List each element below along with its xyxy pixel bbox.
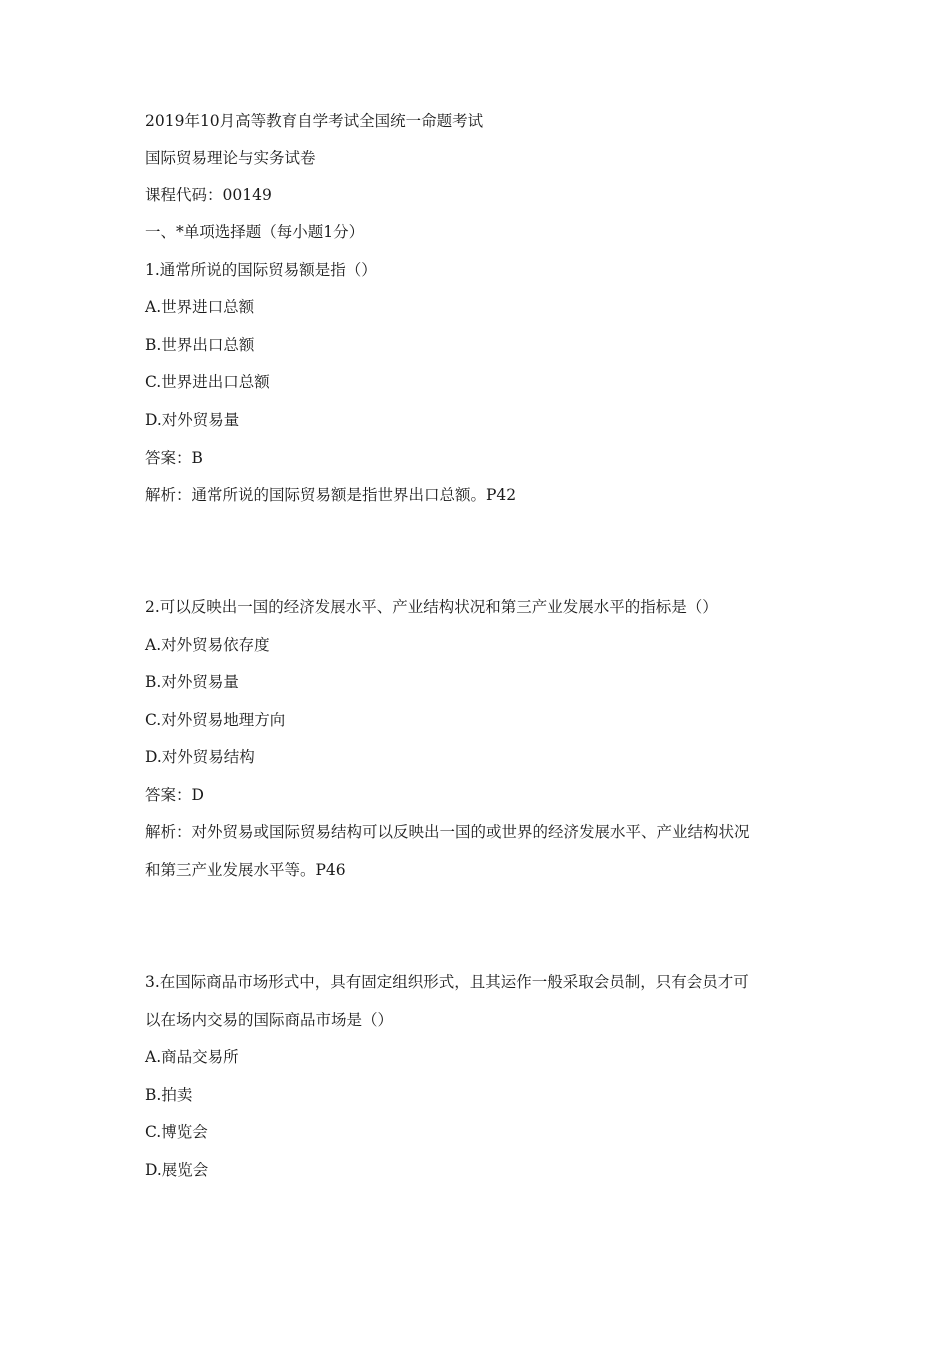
question-3-option-b: B.拍卖 <box>145 1086 193 1104</box>
section-title: 一、*单项选择题（每小题1分） <box>145 223 365 241</box>
question-1-option-a: A.世界进口总额 <box>145 298 255 316</box>
question-2-option-d: D.对外贸易结构 <box>145 748 255 766</box>
question-3-stem-line-1: 3.在国际商品市场形式中，具有固定组织形式，且其运作一般采取会员制，只有会员才可 <box>145 973 749 991</box>
question-3-stem-line-2: 以在场内交易的国际商品市场是（） <box>145 1011 394 1029</box>
question-3-option-a: A.商品交易所 <box>145 1048 239 1066</box>
question-1-answer: 答案：B <box>145 449 203 467</box>
question-1-option-d: D.对外贸易量 <box>145 411 240 429</box>
question-1-option-b: B.世界出口总额 <box>145 336 255 354</box>
question-2-option-b: B.对外贸易量 <box>145 673 239 691</box>
question-2-analysis-line-1: 解析：对外贸易或国际贸易结构可以反映出一国的或世界的经济发展水平、产业结构状况 <box>145 823 750 841</box>
exam-title: 2019年10月高等教育自学考试全国统一命题考试 <box>145 112 484 130</box>
question-2-analysis-line-2: 和第三产业发展水平等。P46 <box>145 861 346 879</box>
question-3-option-c: C.博览会 <box>145 1123 208 1141</box>
question-1-stem: 1.通常所说的国际贸易额是指（） <box>145 261 377 279</box>
paper-title: 国际贸易理论与实务试卷 <box>145 149 316 167</box>
question-3-option-d: D.展览会 <box>145 1161 209 1179</box>
question-2-option-c: C.对外贸易地理方向 <box>145 711 286 729</box>
question-2-stem: 2.可以反映出一国的经济发展水平、产业结构状况和第三产业发展水平的指标是（） <box>145 598 718 616</box>
question-1-option-c: C.世界进出口总额 <box>145 373 270 391</box>
course-code: 课程代码：00149 <box>145 186 272 204</box>
question-2-answer: 答案：D <box>145 786 204 804</box>
question-2-option-a: A.对外贸易依存度 <box>145 636 270 654</box>
question-1-analysis: 解析：通常所说的国际贸易额是指世界出口总额。P42 <box>145 486 517 504</box>
